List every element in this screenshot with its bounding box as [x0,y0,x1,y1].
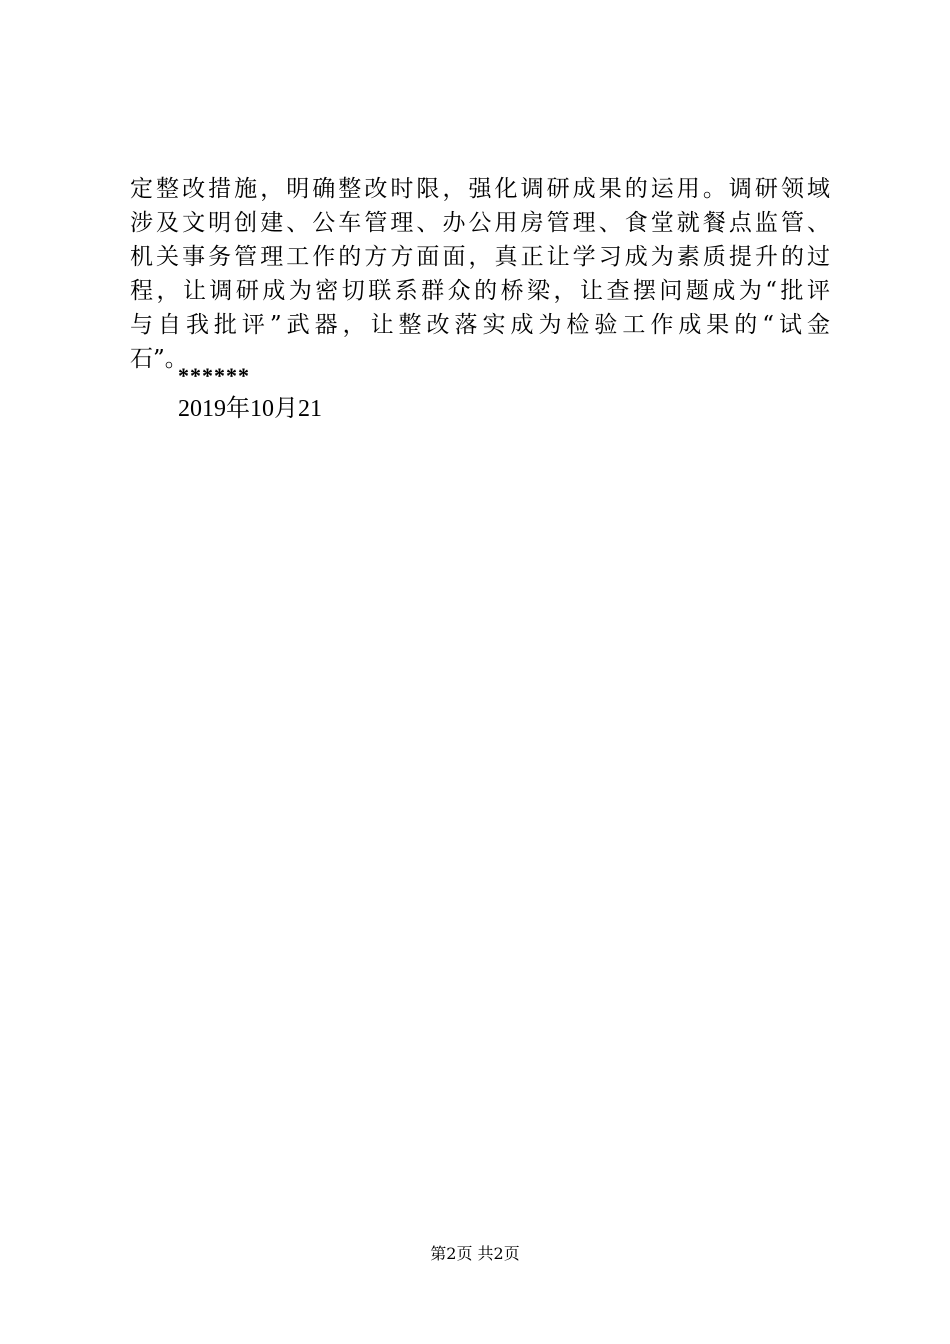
paragraph-line-1: 定整改措施，明确整改时限，强化调研成果的运用。调研领域 [130,176,830,202]
paragraph-line-3: 机关事务管理工作的方方面面，真正让学习成为素质提升的过 [130,244,830,270]
paragraph-line-4: 程，让调研成为密切联系群众的桥梁，让查摆问题成为“批评 [130,278,830,304]
signature-placeholder: ****** [178,363,250,388]
paragraph-line-2: 涉及文明创建、公车管理、办公用房管理、食堂就餐点监管、 [130,210,830,236]
paragraph-line-5: 与自我批评”武器，让整改落实成为检验工作成果的“试金 [130,312,830,338]
document-date: 2019年10月21 [178,396,322,422]
page-footer: 第2页 共2页 [430,1244,520,1263]
paragraph-line-6: 石”。 [130,346,188,372]
body-paragraph [130,172,830,376]
